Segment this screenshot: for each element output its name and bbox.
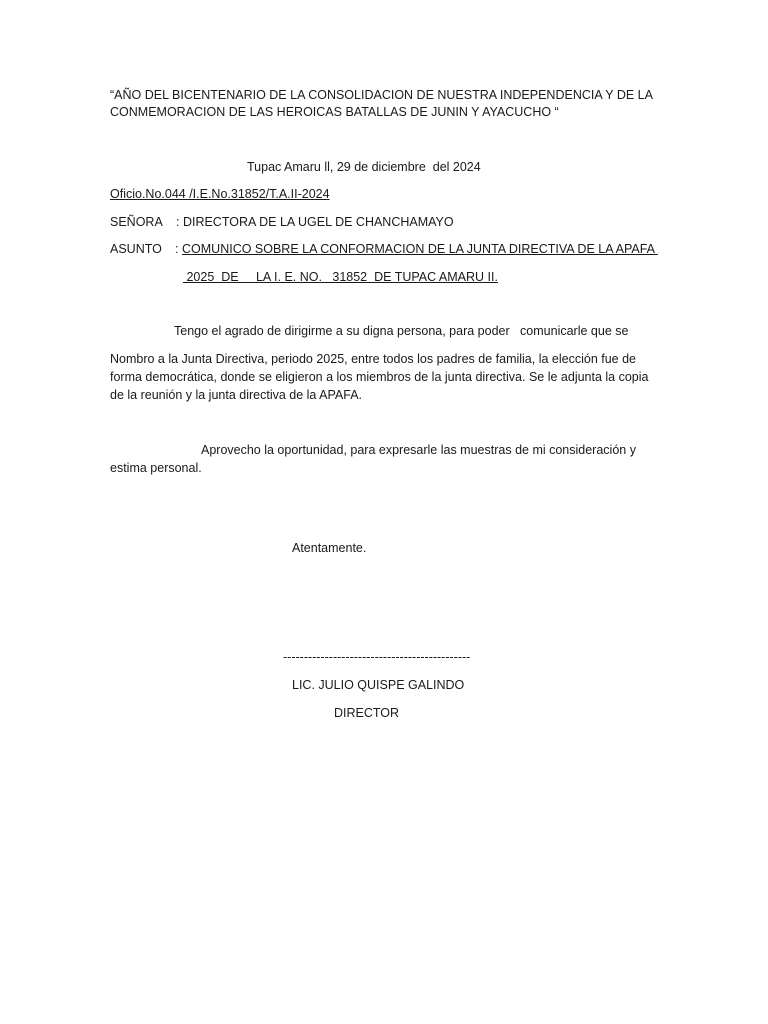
subject-label: ASUNTO <box>110 242 162 256</box>
place-date: Tupac Amaru ll, 29 de diciembre del 2024 <box>247 160 481 174</box>
signer-title: DIRECTOR <box>334 706 400 720</box>
recipient-value: : DIRECTORA DE LA UGEL DE CHANCHAMAYO <box>176 215 454 229</box>
subject-line-1: COMUNICO SOBRE LA CONFORMACION DE LA JUNTA DIRECTIVA DE LA APAFA <box>182 242 658 256</box>
closing: Atentamente. <box>292 541 367 555</box>
body-paragraph-1: Nombro a la Junta Directiva, periodo 2025, entre todos los padres de familia, la elección fue de forma democrática, donde se eligieron a los miembros de la junta directiva. Se le adjunta la copia de la reunión y la junta directiva de la APAFA. <box>110 352 649 402</box>
recipient-label: SEÑORA <box>110 215 163 229</box>
subject-line-2: 2025 DE LA I. E. NO. 31852 DE TUPAC AMARU II. <box>183 270 498 284</box>
body-paragraph-2: Aprovecho la oportunidad, para expresarle las muestras de mi consideración y estima personal. <box>110 443 636 475</box>
oficio-number: Oficio.No.044 /I.E.No.31852/T.A.II-2024 <box>110 187 330 201</box>
signer-name: LIC. JULIO QUISPE GALINDO <box>292 678 465 692</box>
motto-line-2: CONMEMORACION DE LAS HEROICAS BATALLAS DE JUNIN Y AYACUCHO “ <box>110 105 559 119</box>
subject-colon: : <box>175 242 179 256</box>
motto-line-1: “AÑO DEL BICENTENARIO DE LA CONSOLIDACION DE NUESTRA INDEPENDENCIA Y DE LA <box>110 88 653 102</box>
signature-line: --------------------------------------------- <box>283 650 471 664</box>
body-paragraph-1-first-line: Tengo el agrado de dirigirme a su digna persona, para poder comunicarle que se <box>174 324 629 338</box>
